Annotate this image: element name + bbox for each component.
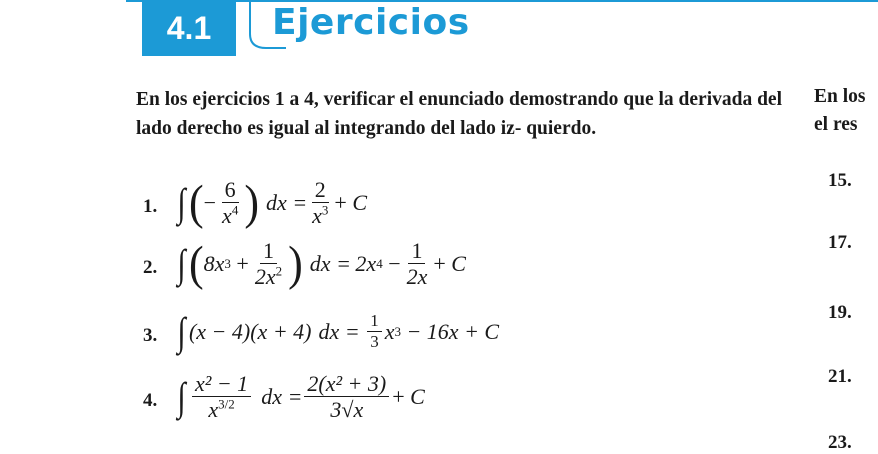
exercise-1-number: 1.: [143, 196, 158, 217]
exercise-3-number: 3.: [143, 325, 158, 346]
integral-sign: ∫: [177, 241, 186, 287]
right-column-line2: el res: [814, 114, 858, 135]
integral-sign: ∫: [177, 309, 186, 354]
section-title: Ejercicios: [272, 2, 470, 43]
integral-sign: ∫: [177, 180, 186, 226]
exercise-4-number: 4.: [143, 390, 158, 411]
exercise-1-equation: ∫ ( − $\frac{6}{x^4}$ ) dx = $\frac{2}{x^3}$ + C: [177, 175, 368, 230]
section-number-badge: 4.1: [142, 0, 236, 56]
right-number-17: 17.: [828, 232, 852, 253]
integral-sign: ∫: [177, 374, 186, 420]
header-rule: [126, 0, 878, 50]
exercise-2-equation: ∫ ( 8x 3 + $\frac{1}{2x^2}$ ) dx = 2x 4 − $\frac{1}{2x}$ + C: [177, 236, 466, 291]
right-column-line1: En los: [814, 86, 866, 107]
exercise-3-equation: ∫ (x − 4)(x + 4) dx = $\frac{1}{3}$ x 3 − 16x + C: [177, 309, 500, 354]
exercise-4-equation: ∫ $\frac{\text{x² − 1}}{x^{3/2}}$ dx = $\frac{\text{2(x² + 3)}}{3√x}$ + C: [177, 371, 425, 423]
right-number-19: 19.: [828, 302, 852, 323]
exercise-2-number: 2.: [143, 257, 158, 278]
intro-paragraph: En los ejercicios 1 a 4, verificar el enunciado demostrando que la derivada del lado derecho es igual al integrando del lado iz- quierdo.: [136, 89, 782, 139]
right-number-15: 15.: [828, 170, 852, 191]
right-number-21: 21.: [828, 366, 852, 387]
right-number-23: 23.: [828, 432, 852, 453]
